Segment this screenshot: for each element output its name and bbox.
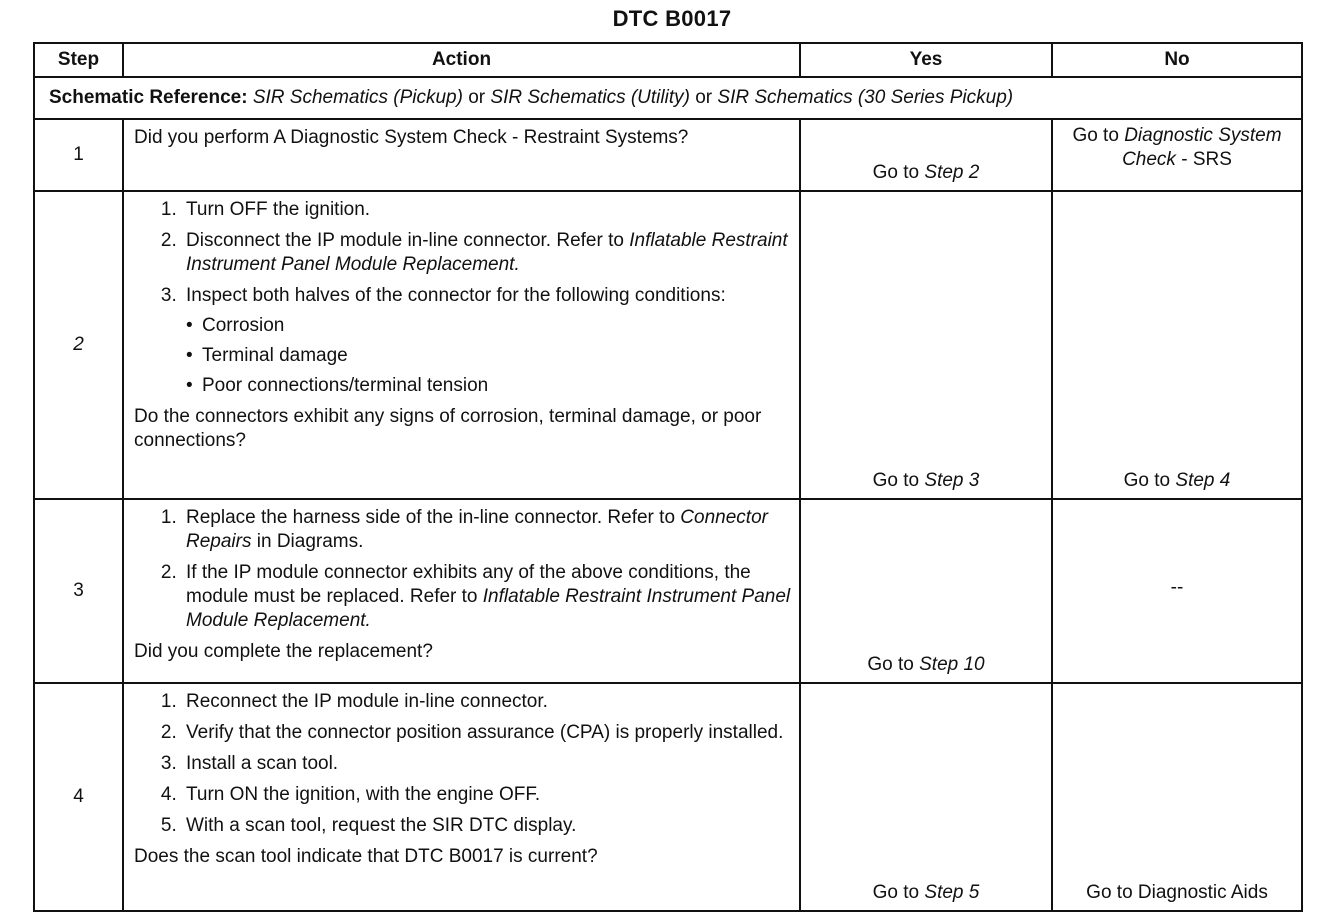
- action-step-text: Inspect both halves of the connector for the following conditions:: [186, 285, 726, 306]
- action-cell: [123, 119, 800, 191]
- schematic-reference: [34, 77, 1302, 119]
- yes-prefix: Go to: [872, 470, 920, 491]
- action-step-suffix: in Diagrams.: [256, 531, 364, 552]
- action-step: 1. Reconnect the IP module in-line connector.: [182, 690, 791, 714]
- action-cell: [123, 683, 800, 911]
- action-step-text: If the IP module connector exhibits any of the above conditions, the module must be replaced. Refer to: [186, 562, 751, 607]
- condition-item: • Poor connections/terminal tension: [186, 374, 791, 398]
- action-step: 5. With a scan tool, request the SIR DTC display.: [182, 814, 791, 838]
- no-cell: [1052, 191, 1302, 499]
- yes-prefix: Go to: [867, 654, 914, 675]
- table-row: [34, 683, 1302, 911]
- schematic-or: or: [468, 87, 486, 108]
- schematic-ref-30-series: SIR Schematics (30 Series Pickup): [717, 87, 1014, 108]
- no-cell: Go to Diagnostic Aids: [1052, 683, 1302, 911]
- action-step: [182, 561, 791, 633]
- yes-prefix: Go to: [872, 882, 920, 903]
- step-number: 1: [34, 119, 123, 191]
- no-prefix: Go to: [1072, 125, 1119, 146]
- action-step: 3. Install a scan tool.: [182, 752, 791, 776]
- yes-cell: [800, 191, 1052, 499]
- action-step-ref: Connector Repairs: [186, 507, 768, 552]
- action-question: Did you perform A Diagnostic System Check - Restraint Systems?: [134, 127, 689, 148]
- no-suffix: - SRS: [1181, 149, 1232, 170]
- action-step-ref: Inflatable Restraint Instrument Panel Module Replacement.: [186, 230, 788, 275]
- yes-step-link: Step 10: [919, 654, 985, 675]
- step-number: 4: [34, 683, 123, 911]
- header-action: Action: [123, 43, 800, 77]
- action-step: [182, 284, 791, 398]
- yes-prefix: Go to: [872, 162, 920, 183]
- schematic-ref-utility: SIR Schematics (Utility): [490, 87, 690, 108]
- no-cell: --: [1052, 499, 1302, 683]
- step-number: 2: [34, 191, 123, 499]
- header-row: [34, 43, 1302, 77]
- step-number: 3: [34, 499, 123, 683]
- no-link: Diagnostic System Check: [1122, 125, 1282, 170]
- yes-cell: [800, 499, 1052, 683]
- table-row: [34, 119, 1302, 191]
- condition-list: [186, 314, 791, 398]
- schematic-or: or: [695, 87, 713, 108]
- schematic-ref-pickup: SIR Schematics (Pickup): [252, 87, 463, 108]
- no-step-link: Step 4: [1175, 470, 1231, 491]
- action-steps: [134, 198, 791, 398]
- header-yes: Yes: [800, 43, 1052, 77]
- schematic-row: [34, 77, 1302, 119]
- table-row: [34, 499, 1302, 683]
- no-cell: [1052, 119, 1302, 191]
- condition-item: • Terminal damage: [186, 344, 791, 368]
- action-step-ref: Inflatable Restraint Instrument Panel Module Replacement.: [186, 586, 791, 631]
- header-step: Step: [34, 43, 123, 77]
- action-step: 1. Turn OFF the ignition.: [182, 198, 791, 222]
- no-prefix: Go to: [1123, 470, 1171, 491]
- yes-cell: [800, 683, 1052, 911]
- action-question: Does the scan tool indicate that DTC B0017 is current?: [134, 846, 598, 867]
- action-question: Did you complete the replacement?: [134, 641, 433, 662]
- action-cell: [123, 191, 800, 499]
- action-steps: [134, 506, 791, 633]
- action-step: 4. Turn ON the ignition, with the engine OFF.: [182, 783, 791, 807]
- action-step-text: Disconnect the IP module in-line connector. Refer to: [186, 230, 624, 251]
- condition-item: • Corrosion: [186, 314, 791, 338]
- schematic-label: Schematic Reference:: [49, 87, 248, 108]
- header-no: No: [1052, 43, 1302, 77]
- page-title: DTC B0017: [612, 6, 732, 31]
- table-row: [34, 191, 1302, 499]
- action-step: 2. Verify that the connector position assurance (CPA) is properly installed.: [182, 721, 791, 745]
- action-step: [182, 229, 791, 277]
- yes-step-link: Step 3: [924, 470, 980, 491]
- yes-cell: [800, 119, 1052, 191]
- action-step: [182, 506, 791, 554]
- diagnostic-table: [33, 42, 1303, 912]
- yes-step-link: Step 2: [924, 162, 980, 183]
- yes-step-link: Step 5: [924, 882, 980, 903]
- action-steps: [134, 690, 791, 838]
- action-cell: [123, 499, 800, 683]
- action-step-text: Replace the harness side of the in-line connector. Refer to: [186, 507, 676, 528]
- action-question: Do the connectors exhibit any signs of corrosion, terminal damage, or poor connections?: [134, 406, 762, 451]
